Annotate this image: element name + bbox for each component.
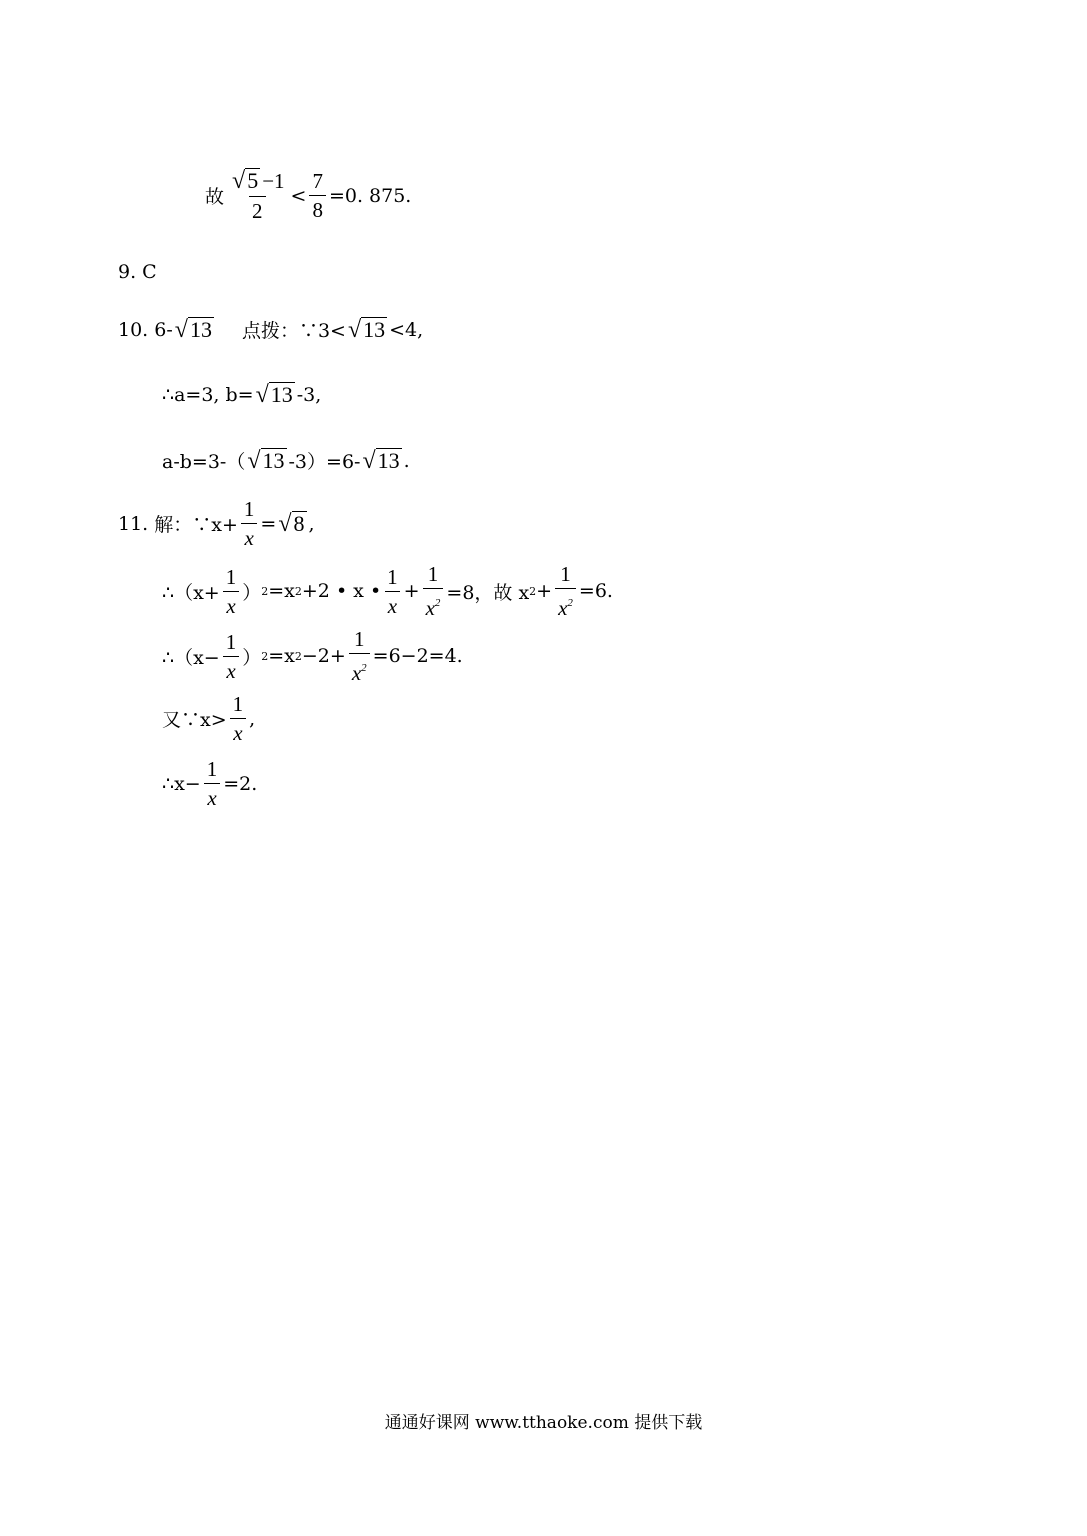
fraction-1-over-x-squared: $\frac{1}{x^2}$	[423, 562, 444, 620]
answer-10-step-2: a-b=3-（ √ 13 -3）=6- √ 13 .	[162, 447, 410, 474]
fraction-1-over-x: $\frac{1}{x}$	[241, 497, 258, 550]
fraction-sqrt5-minus-1-over-2: √ 5 −1 2	[232, 168, 285, 223]
result-text: =0. 875.	[328, 184, 412, 207]
sqrt-13: √ 13	[255, 382, 293, 408]
fraction-1-over-x: $\frac{1}{x}$	[223, 565, 240, 618]
answer-9: 9. C	[118, 261, 157, 283]
answer-11: 11. 解：∵x+ $\frac{1}{x}$ = √ 8 ,	[118, 497, 315, 550]
sqrt-13: √ 13	[362, 447, 400, 474]
fraction-1-over-x: $\frac{1}{x}$	[223, 630, 240, 683]
answer-11-step-1: ∴（x+ $\frac{1}{x}$ ） 2 =x 2 +2 • x • $\frac{1}{x}$ + $\frac{1}{x^2}$ =8，故 x 2 + $\frac{1}{x^2}$ =6.	[162, 562, 613, 620]
sqrt-5: √ 5	[232, 168, 259, 194]
sqrt-8: √ 8	[278, 510, 305, 537]
answer-10-step-1: ∴a=3, b= √ 13 -3,	[162, 382, 322, 408]
fraction-1-over-x-squared: $\frac{1}{x^2}$	[349, 627, 370, 685]
answer-11-step-4: ∴x− $\frac{1}{x}$ =2.	[162, 757, 258, 810]
answer-10: 10. 6- √ 13 点拨：∵3< √ 13 <4,	[118, 316, 424, 343]
line-8-conclusion: 故 √ 5 −1 2 < $\frac{7}{8}$ =0. 875.	[205, 168, 412, 223]
sqrt-13: √ 13	[247, 447, 285, 474]
answer-11-step-3: 又∵x> $\frac{1}{x}$ ,	[162, 692, 256, 745]
fraction-1-over-x: $\frac{1}{x}$	[204, 757, 221, 810]
sqrt-13: √ 13	[347, 316, 386, 343]
answer-11-step-2: ∴（x− $\frac{1}{x}$ ） 2 =x 2 −2+ $\frac{1}{x^2}$ =6−2=4.	[162, 627, 463, 685]
fraction-1-over-x: $\frac{1}{x}$	[384, 565, 401, 618]
fraction-7-over-8: $\frac{7}{8}$	[309, 169, 326, 222]
fraction-1-over-x-squared: $\frac{1}{x^2}$	[555, 562, 576, 620]
footer-credit: 通通好课网 www.tthaoke.com 提供下载	[384, 1413, 703, 1433]
sqrt-13: √ 13	[174, 316, 212, 343]
fraction-1-over-x: $\frac{1}{x}$	[230, 692, 247, 745]
text-gu: 故	[205, 186, 225, 208]
